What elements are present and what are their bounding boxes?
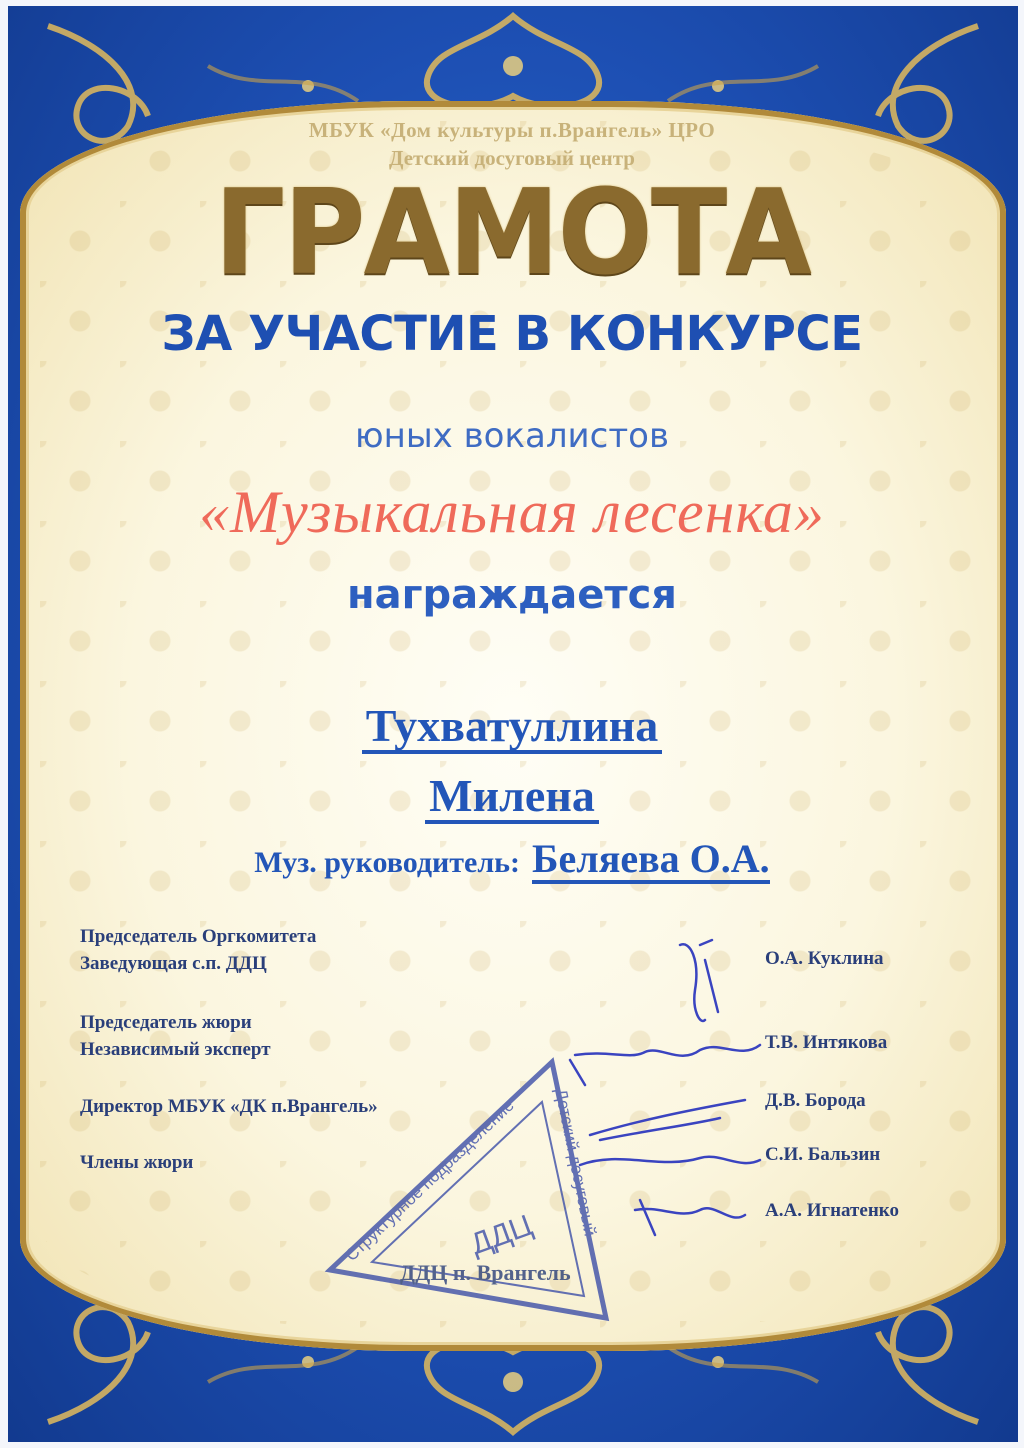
stamp-center-text: ДДЦ — [466, 1208, 537, 1262]
competition-name: «Музыкальная лесенка» — [199, 479, 825, 545]
stamp-top-text: Структурное подразделение — [341, 1095, 518, 1265]
signatory-boroda: Д.В. Борода — [765, 1090, 866, 1111]
stamp-bottom-text: ДДЦ п. Врангель — [400, 1260, 571, 1285]
signatory-ignatenko: А.А. Игнатенко — [765, 1200, 899, 1221]
teacher-row — [0, 838, 1024, 884]
role-orgcommittee-chair: Председатель Оргкомитета — [80, 926, 317, 947]
role-jury-chair: Председатель жюри — [80, 1012, 252, 1033]
role-independent-expert: Независимый эксперт — [80, 1039, 271, 1060]
teacher-label: Муз. руководитель: — [254, 846, 521, 879]
signatory-kuklina: О.А. Куклина — [765, 948, 884, 969]
issuer-line-2: Детский досуговый центр — [389, 146, 635, 170]
awarded-text: награждается — [347, 572, 677, 618]
signatory-intyakova: Т.В. Интякова — [765, 1032, 888, 1053]
role-ddc-head: Заведующая с.п. ДДЦ — [80, 953, 267, 974]
recipient-name-row — [0, 772, 1024, 824]
certificate-title: ГРАМОТА — [214, 164, 810, 302]
bottom-left-scroll — [48, 1307, 148, 1422]
role-jury-members: Члены жюри — [80, 1152, 194, 1173]
signatory-balzin: С.И. Бальзин — [765, 1144, 881, 1165]
recipient-surname: Тухватуллина — [362, 702, 663, 754]
recipient-surname-row — [0, 702, 1024, 754]
teacher-name: Беляева О.А. — [532, 838, 770, 884]
issuer-line-1: МБУК «Дом культуры п.Врангель» ЦРО — [308, 118, 716, 142]
recipient-name: Милена — [425, 772, 599, 824]
stamp-side-text: Детский досуговый — [551, 1086, 600, 1238]
competition-type: юных вокалистов — [354, 416, 669, 456]
certificate-subtitle: ЗА УЧАСТИЕ В КОНКУРСЕ — [161, 306, 863, 362]
role-director: Директор МБУК «ДК п.Врангель» — [80, 1096, 378, 1117]
bottom-right-scroll — [878, 1307, 978, 1422]
